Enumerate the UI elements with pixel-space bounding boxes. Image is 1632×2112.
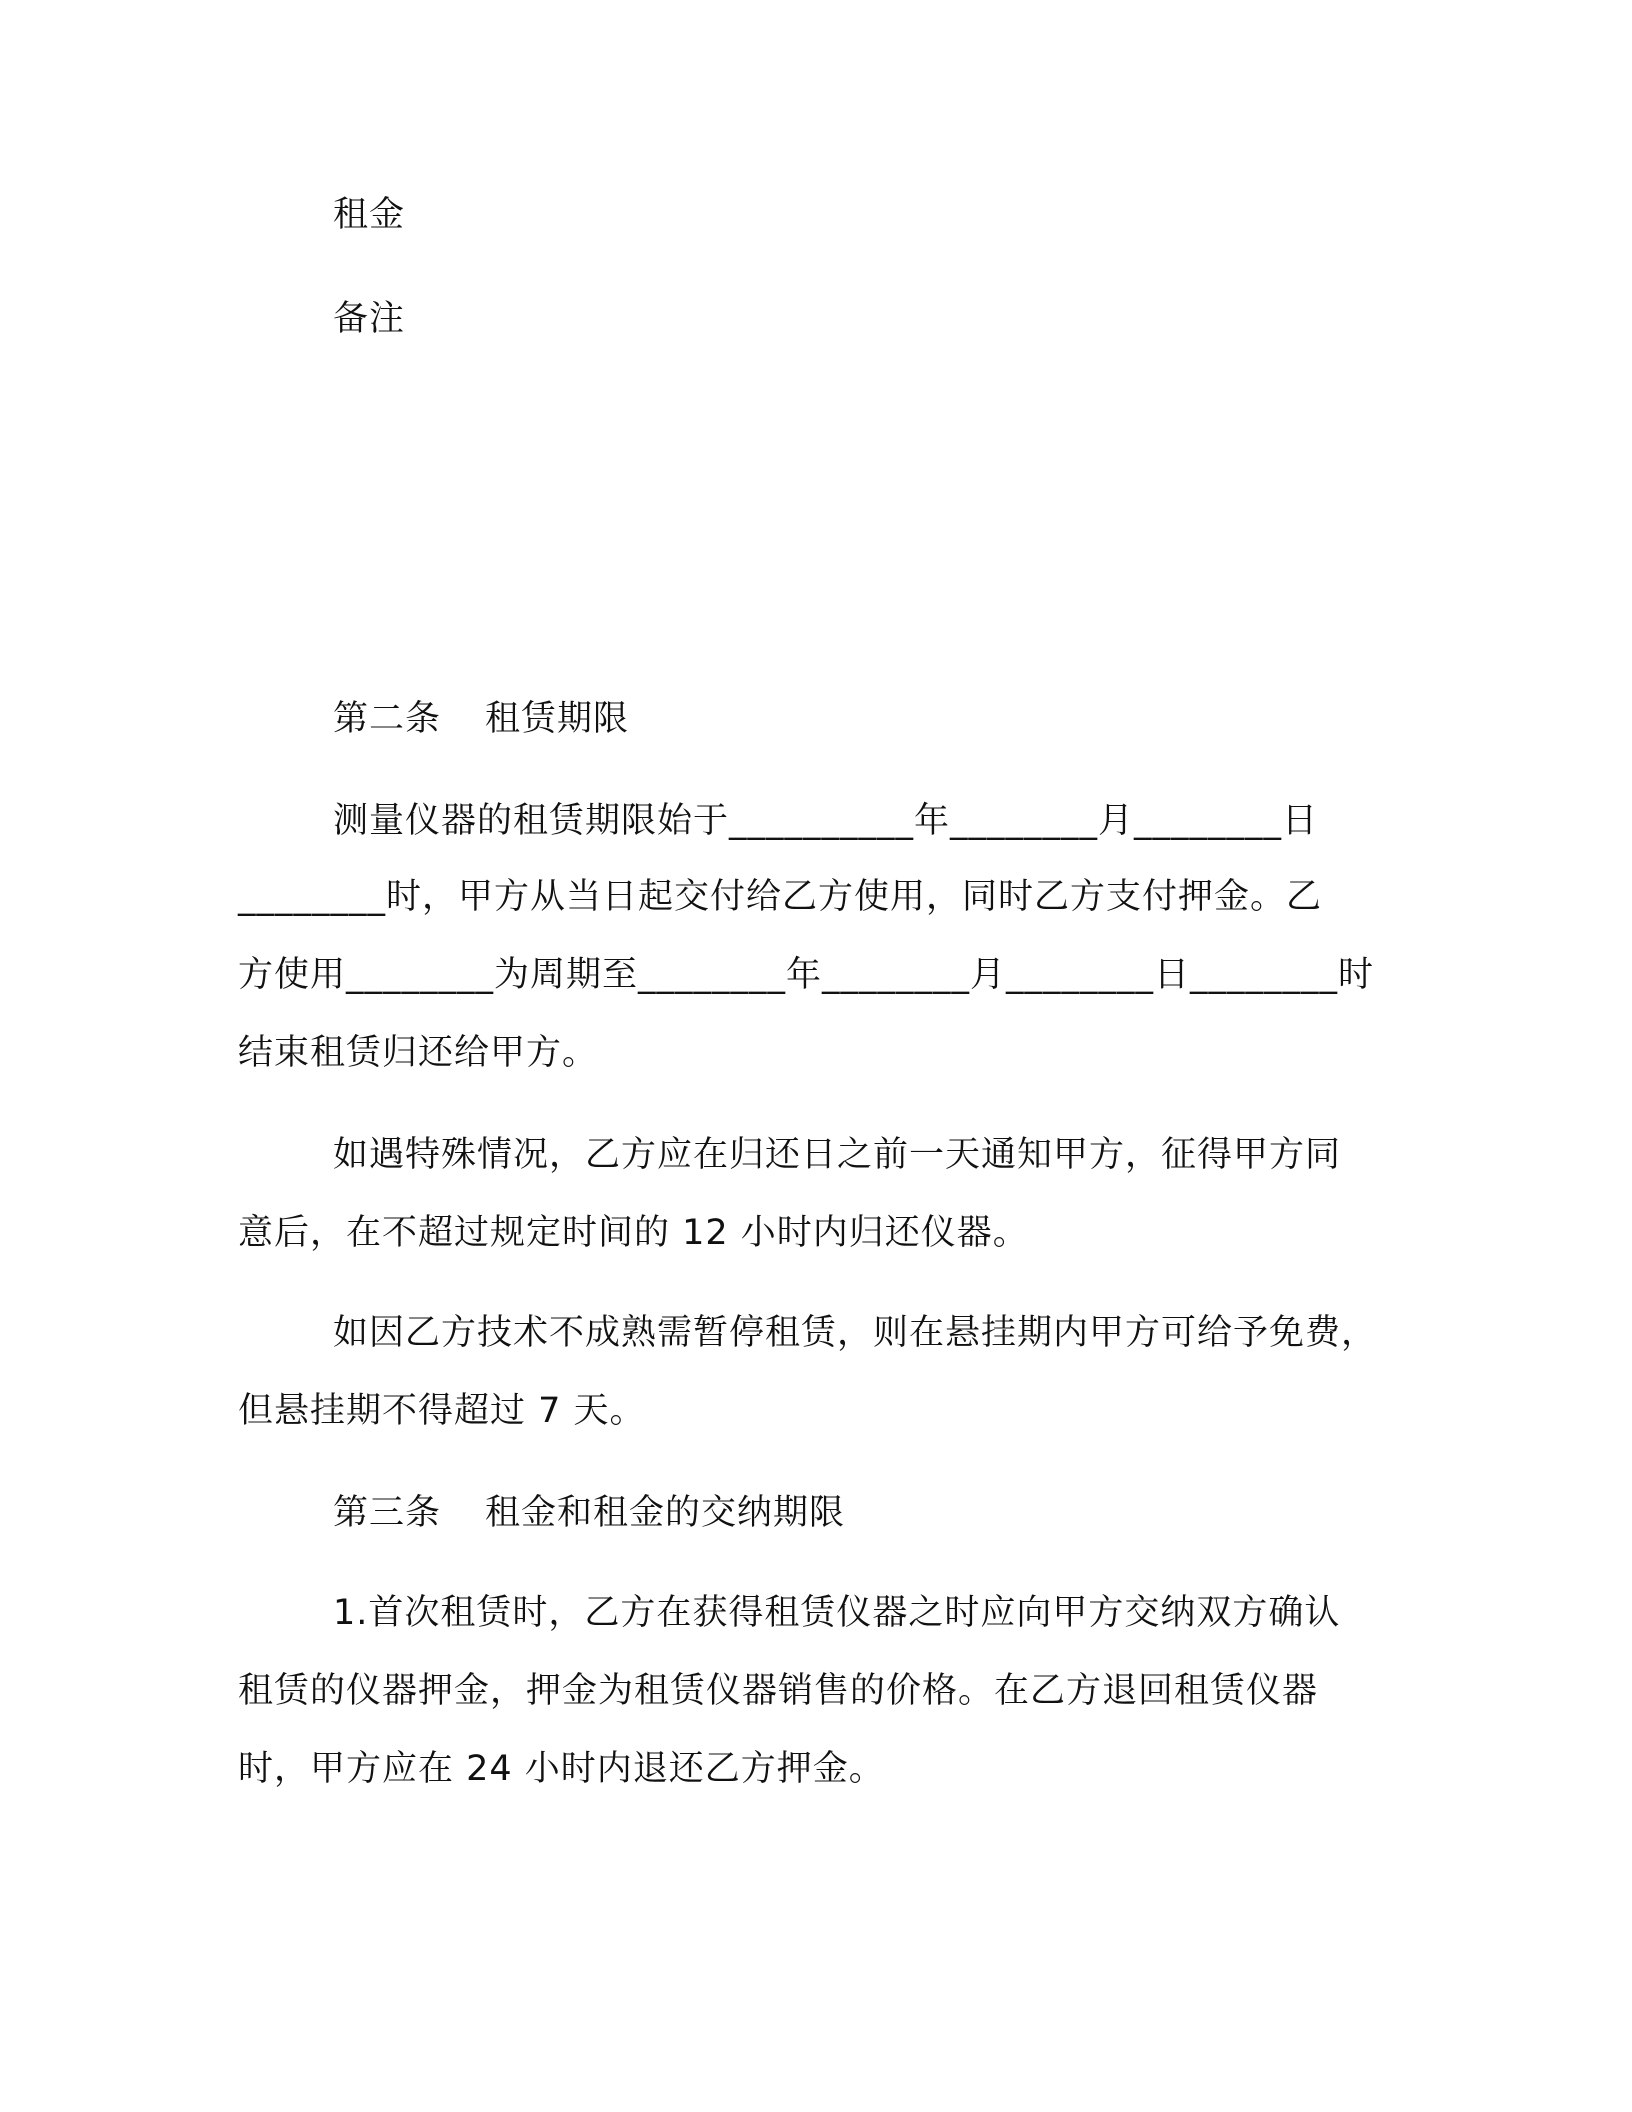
- paragraph-line: 但悬挂期不得超过 7 天。: [238, 1391, 646, 1431]
- remarks-label: 备注: [333, 299, 406, 339]
- paragraph-line: 如因乙方技术不成熟需暂停租赁，则在悬挂期内甲方可给予免费，: [333, 1313, 1378, 1353]
- article-3-title: 租金和租金的交纳期限: [485, 1493, 846, 1533]
- article-3-number: 第三条: [333, 1493, 442, 1533]
- paragraph-line: 结束租赁归还给甲方。: [238, 1033, 599, 1073]
- paragraph-line: 租赁的仪器押金，押金为租赁仪器销售的价格。在乙方退回租赁仪器: [238, 1671, 1319, 1711]
- paragraph-line: 意后，在不超过规定时间的 12 小时内归还仪器。: [238, 1213, 1029, 1253]
- article-2-heading: [333, 697, 629, 741]
- paragraph-line: 1.首次租赁时，乙方在获得租赁仪器之时应向甲方交纳双方确认: [333, 1593, 1341, 1633]
- paragraph-line: ________时，甲方从当日起交付给乙方使用，同时乙方支付押金。乙: [238, 877, 1323, 917]
- article-3-heading: [333, 1491, 845, 1535]
- article-2-title: 租赁期限: [485, 699, 630, 739]
- article-2-number: 第二条: [333, 699, 442, 739]
- paragraph-line: 测量仪器的租赁期限始于__________年________月________日: [333, 801, 1319, 841]
- rent-label: 租金: [333, 195, 406, 235]
- paragraph-line: 如遇特殊情况，乙方应在归还日之前一天通知甲方，征得甲方同: [333, 1135, 1342, 1175]
- paragraph-line: 方使用________为周期至________年________月________日________时: [238, 955, 1375, 995]
- paragraph-line: 时，甲方应在 24 小时内退还乙方押金。: [238, 1749, 885, 1789]
